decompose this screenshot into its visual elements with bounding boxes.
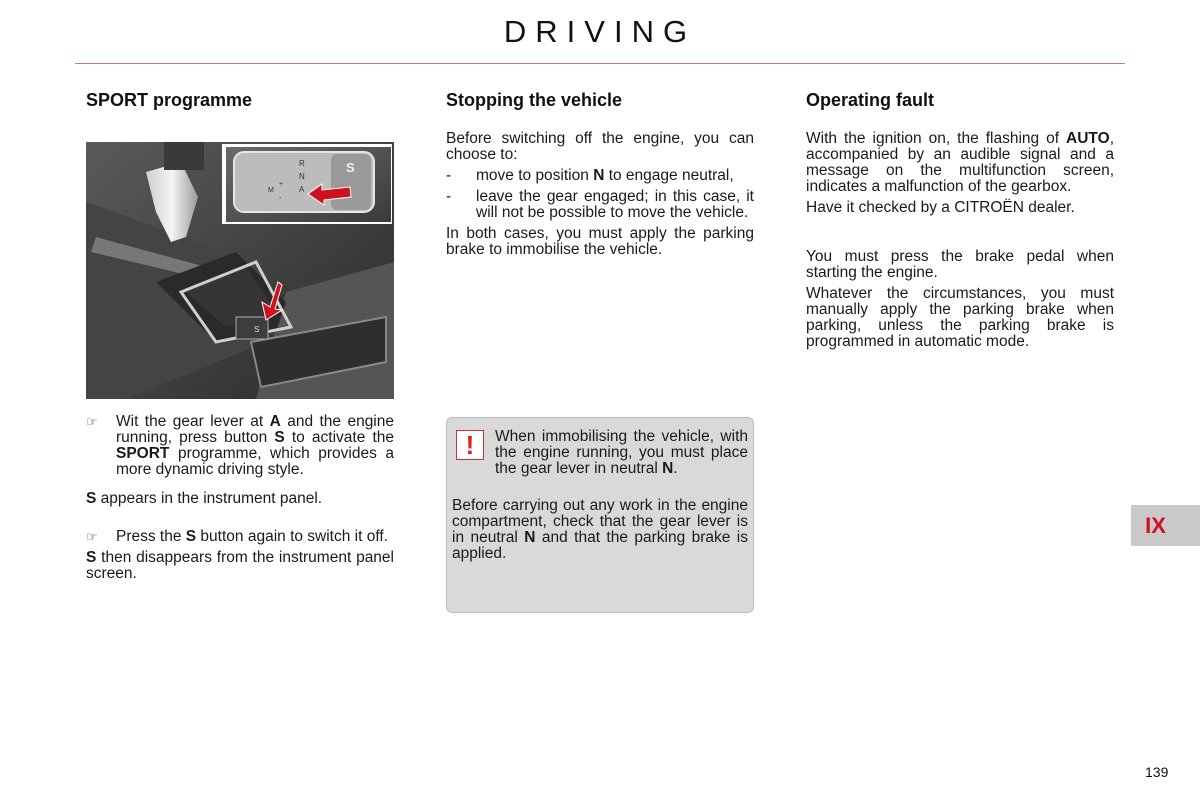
warning-paragraph-1: [495, 429, 748, 477]
page-title: DRIVING: [503, 14, 697, 49]
sport-programme-section: [86, 90, 394, 582]
warning-box: [446, 417, 754, 613]
text: leave the gear engaged; in this case, it will not be possible to move the vehicle.: [476, 188, 754, 221]
bold-text: S: [185, 528, 197, 545]
sport-bullet-deactivate: [86, 529, 394, 545]
bold-text: AUTO: [1066, 130, 1110, 147]
fault-paragraph-4: Whatever the circumstances, you must manually apply the parking brake when parking, unless the parking brake is programmed in automatic mode.: [806, 285, 1114, 350]
exclamation-glyph: !: [465, 430, 475, 460]
text: button again to switch it off.: [196, 528, 388, 545]
stopping-option-neutral: [446, 168, 754, 184]
dash-marker: -: [446, 167, 452, 184]
svg-text:-: -: [279, 195, 282, 202]
gear-lever-photo: [86, 142, 394, 399]
pointing-hand-icon: ☞: [86, 529, 98, 544]
title-divider: [75, 63, 1125, 64]
dash-marker: -: [446, 188, 452, 205]
stopping-heading: Stopping the vehicle: [446, 90, 623, 110]
fault-paragraph-2: Have it checked by a CITROËN dealer.: [806, 199, 1075, 216]
bold-text: N: [524, 529, 536, 546]
fault-paragraph-3: You must press the brake pedal when starting the engine.: [806, 248, 1114, 281]
bold-text: S: [274, 429, 285, 446]
operating-fault-section: [806, 90, 1114, 350]
sport-appears-paragraph: [86, 491, 394, 507]
text: then disappears from the instrument panel screen.: [86, 549, 394, 582]
bold-text: S: [86, 490, 97, 507]
fault-paragraph-1: [806, 131, 1114, 195]
svg-text:A: A: [299, 185, 305, 194]
text: to engage neutral,: [604, 167, 734, 184]
bold-text: N: [662, 460, 674, 477]
bold-text: S: [86, 549, 97, 566]
text: and that the parking brake is applied.: [452, 529, 748, 562]
text: Press the: [116, 528, 186, 545]
svg-text:M: M: [268, 187, 274, 194]
stopping-paragraph: In both cases, you must apply the parking brake to immobilise the vehicle.: [446, 225, 754, 258]
exclamation-icon: [456, 430, 484, 460]
stopping-intro: Before switching off the engine, you can choose to:: [446, 130, 754, 163]
text: , accompanied by an audible signal and a message on the multifunction screen, indicates a malfunction of the gearbox.: [806, 130, 1114, 195]
text: programme, which provides a more dynamic driving style.: [116, 445, 394, 478]
text: appears in the instrument panel.: [96, 490, 323, 507]
sport-heading: SPORT programme: [86, 90, 253, 110]
svg-text:S: S: [254, 325, 260, 334]
bold-text: A: [269, 413, 281, 430]
text: With the ignition on, the flashing of: [806, 130, 1067, 147]
stopping-option-gear: [446, 189, 754, 221]
stopping-section: [446, 90, 754, 258]
text: When immobilising the vehicle, with the engine running, you must place the gear lever in neutral: [495, 428, 748, 477]
text: move to position: [476, 167, 594, 184]
text: to activate the: [284, 429, 394, 446]
pointing-hand-icon: ☞: [86, 414, 98, 429]
svg-text:R: R: [299, 159, 305, 168]
text: .: [673, 460, 678, 477]
text: Before carrying out any work in the engine compartment, check that the gear lever is in neutral: [452, 497, 748, 546]
text: Wit the gear lever at: [116, 413, 270, 430]
fault-heading: Operating fault: [806, 90, 935, 110]
page-number: 139: [1145, 764, 1169, 780]
bold-text: SPORT: [116, 445, 170, 462]
svg-text:N: N: [299, 172, 305, 181]
text: and the engine running, press button: [116, 413, 394, 446]
svg-text:S: S: [346, 160, 355, 175]
bold-text: N: [593, 167, 605, 184]
chapter-tab: IX: [1131, 505, 1200, 546]
svg-text:+: +: [279, 181, 284, 188]
sport-bullet-activate: [86, 414, 394, 478]
warning-paragraph-2: [452, 498, 748, 562]
sport-disappears-paragraph: [86, 550, 394, 582]
